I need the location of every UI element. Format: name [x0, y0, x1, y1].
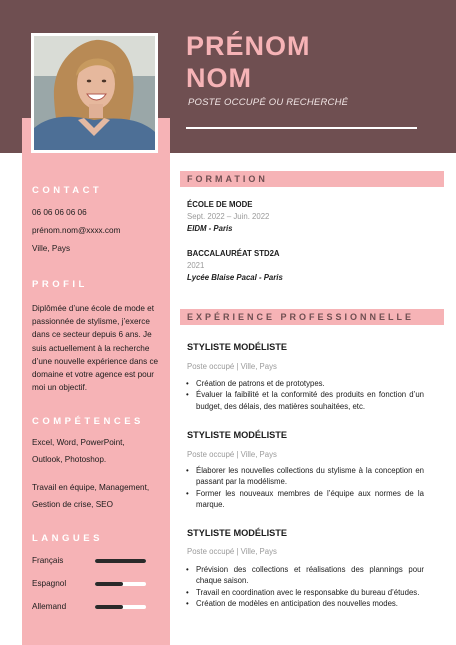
- profil-line: suis actuellement à la recherche: [32, 343, 150, 353]
- education-place: Lycée Blaise Pacal - Paris: [187, 273, 283, 282]
- profil-line: domaine et votre agence est pour: [32, 370, 154, 380]
- job-bullet: • Travail en coordination avec le responsabke du bureau d’études.: [186, 587, 424, 598]
- header-divider: [186, 127, 417, 129]
- job-bullet: • Former les nouveaux membres de l’équipe aux normes de la marque.: [186, 488, 424, 511]
- competences-heading: COMPÉTENCES: [32, 416, 144, 427]
- language-name: Espagnol: [32, 579, 67, 588]
- profil-heading: PROFIL: [32, 279, 88, 290]
- education-school: BACCALAURÉAT STD2A: [187, 249, 280, 258]
- contact-heading: CONTACT: [32, 185, 103, 196]
- competences-line: Travail en équipe, Management,: [32, 483, 150, 492]
- education-school: ÉCOLE DE MODE: [187, 200, 253, 209]
- job-subtitle: Poste occupé | Ville, Pays: [187, 362, 277, 371]
- job-bullets: [186, 465, 424, 511]
- last-name: NOM: [186, 63, 252, 93]
- job-bullet: • Création de modèles en anticipation des nouvelles modes.: [186, 598, 424, 609]
- portrait-image: [34, 36, 155, 150]
- language-name: Allemand: [32, 602, 67, 611]
- experience-heading-band: [180, 309, 444, 325]
- education-place: EIDM - Paris: [187, 224, 233, 233]
- profil-line: dans ce secteur depuis 6 ans. Je: [32, 330, 152, 340]
- job-subtitle: Poste occupé | Ville, Pays: [187, 450, 277, 459]
- formation-heading: FORMATION: [187, 174, 268, 184]
- job-title: STYLISTE MODÉLISTE: [187, 430, 288, 440]
- langues-heading: LANGUES: [32, 533, 103, 544]
- language-level-bar: [95, 605, 146, 609]
- competences-line: Gestion de crise, SEO: [32, 500, 113, 509]
- job-bullet: • Élaborer les nouvelles collections du stylisme à la conception en passant par la modélisme.: [186, 465, 424, 488]
- job-bullets: [186, 378, 424, 412]
- contact-location: Ville, Pays: [32, 244, 71, 253]
- job-title: STYLISTE MODÉLISTE: [187, 342, 288, 352]
- competences-line: Excel, Word, PowerPoint,: [32, 438, 125, 447]
- education-dates: 2021: [187, 261, 205, 270]
- formation-heading-band: [180, 171, 444, 187]
- language-level-bar: [95, 559, 146, 563]
- language-name: Français: [32, 556, 64, 565]
- language-level-fill: [95, 605, 123, 609]
- job-title: STYLISTE MODÉLISTE: [187, 528, 288, 538]
- job-subtitle: Poste occupé | Ville, Pays: [187, 547, 277, 556]
- job-bullet: • Prévision des collections et réalisations des plannings pour chaque saison.: [186, 564, 424, 587]
- profil-line: d’une nouvelle expérience dans ce: [32, 356, 159, 366]
- education-dates: Sept. 2022 – Juin. 2022: [187, 212, 270, 221]
- profil-text: [32, 302, 158, 394]
- profil-line: passionnée de stylisme, j’exerce: [32, 317, 150, 327]
- job-bullet: • Création de patrons et de prototypes.: [186, 378, 424, 389]
- contact-email: prénom.nom@xxxx.com: [32, 226, 121, 235]
- contact-phone: 06 06 06 06 06: [32, 208, 87, 217]
- profil-line: moi un objectif.: [32, 383, 88, 393]
- language-level-fill: [95, 582, 123, 586]
- job-bullet: • Évaluer la faibilité et la conformité des produits en fonction d’un budget, des délais, des matières souhaitées, etc.: [186, 389, 424, 412]
- competences-line: Outlook, Photoshop.: [32, 455, 107, 464]
- experience-heading: EXPÉRIENCE PROFESSIONNELLE: [187, 312, 415, 322]
- language-level-fill: [95, 559, 146, 563]
- job-position: POSTE OCCUPÉ OU RECHERCHÉ: [188, 97, 349, 108]
- language-level-bar: [95, 582, 146, 586]
- first-name: PRÉNOM: [186, 31, 311, 61]
- job-bullets: [186, 564, 424, 610]
- profile-photo: [31, 33, 158, 153]
- profil-line: Diplômée d’une école de mode et: [32, 304, 154, 313]
